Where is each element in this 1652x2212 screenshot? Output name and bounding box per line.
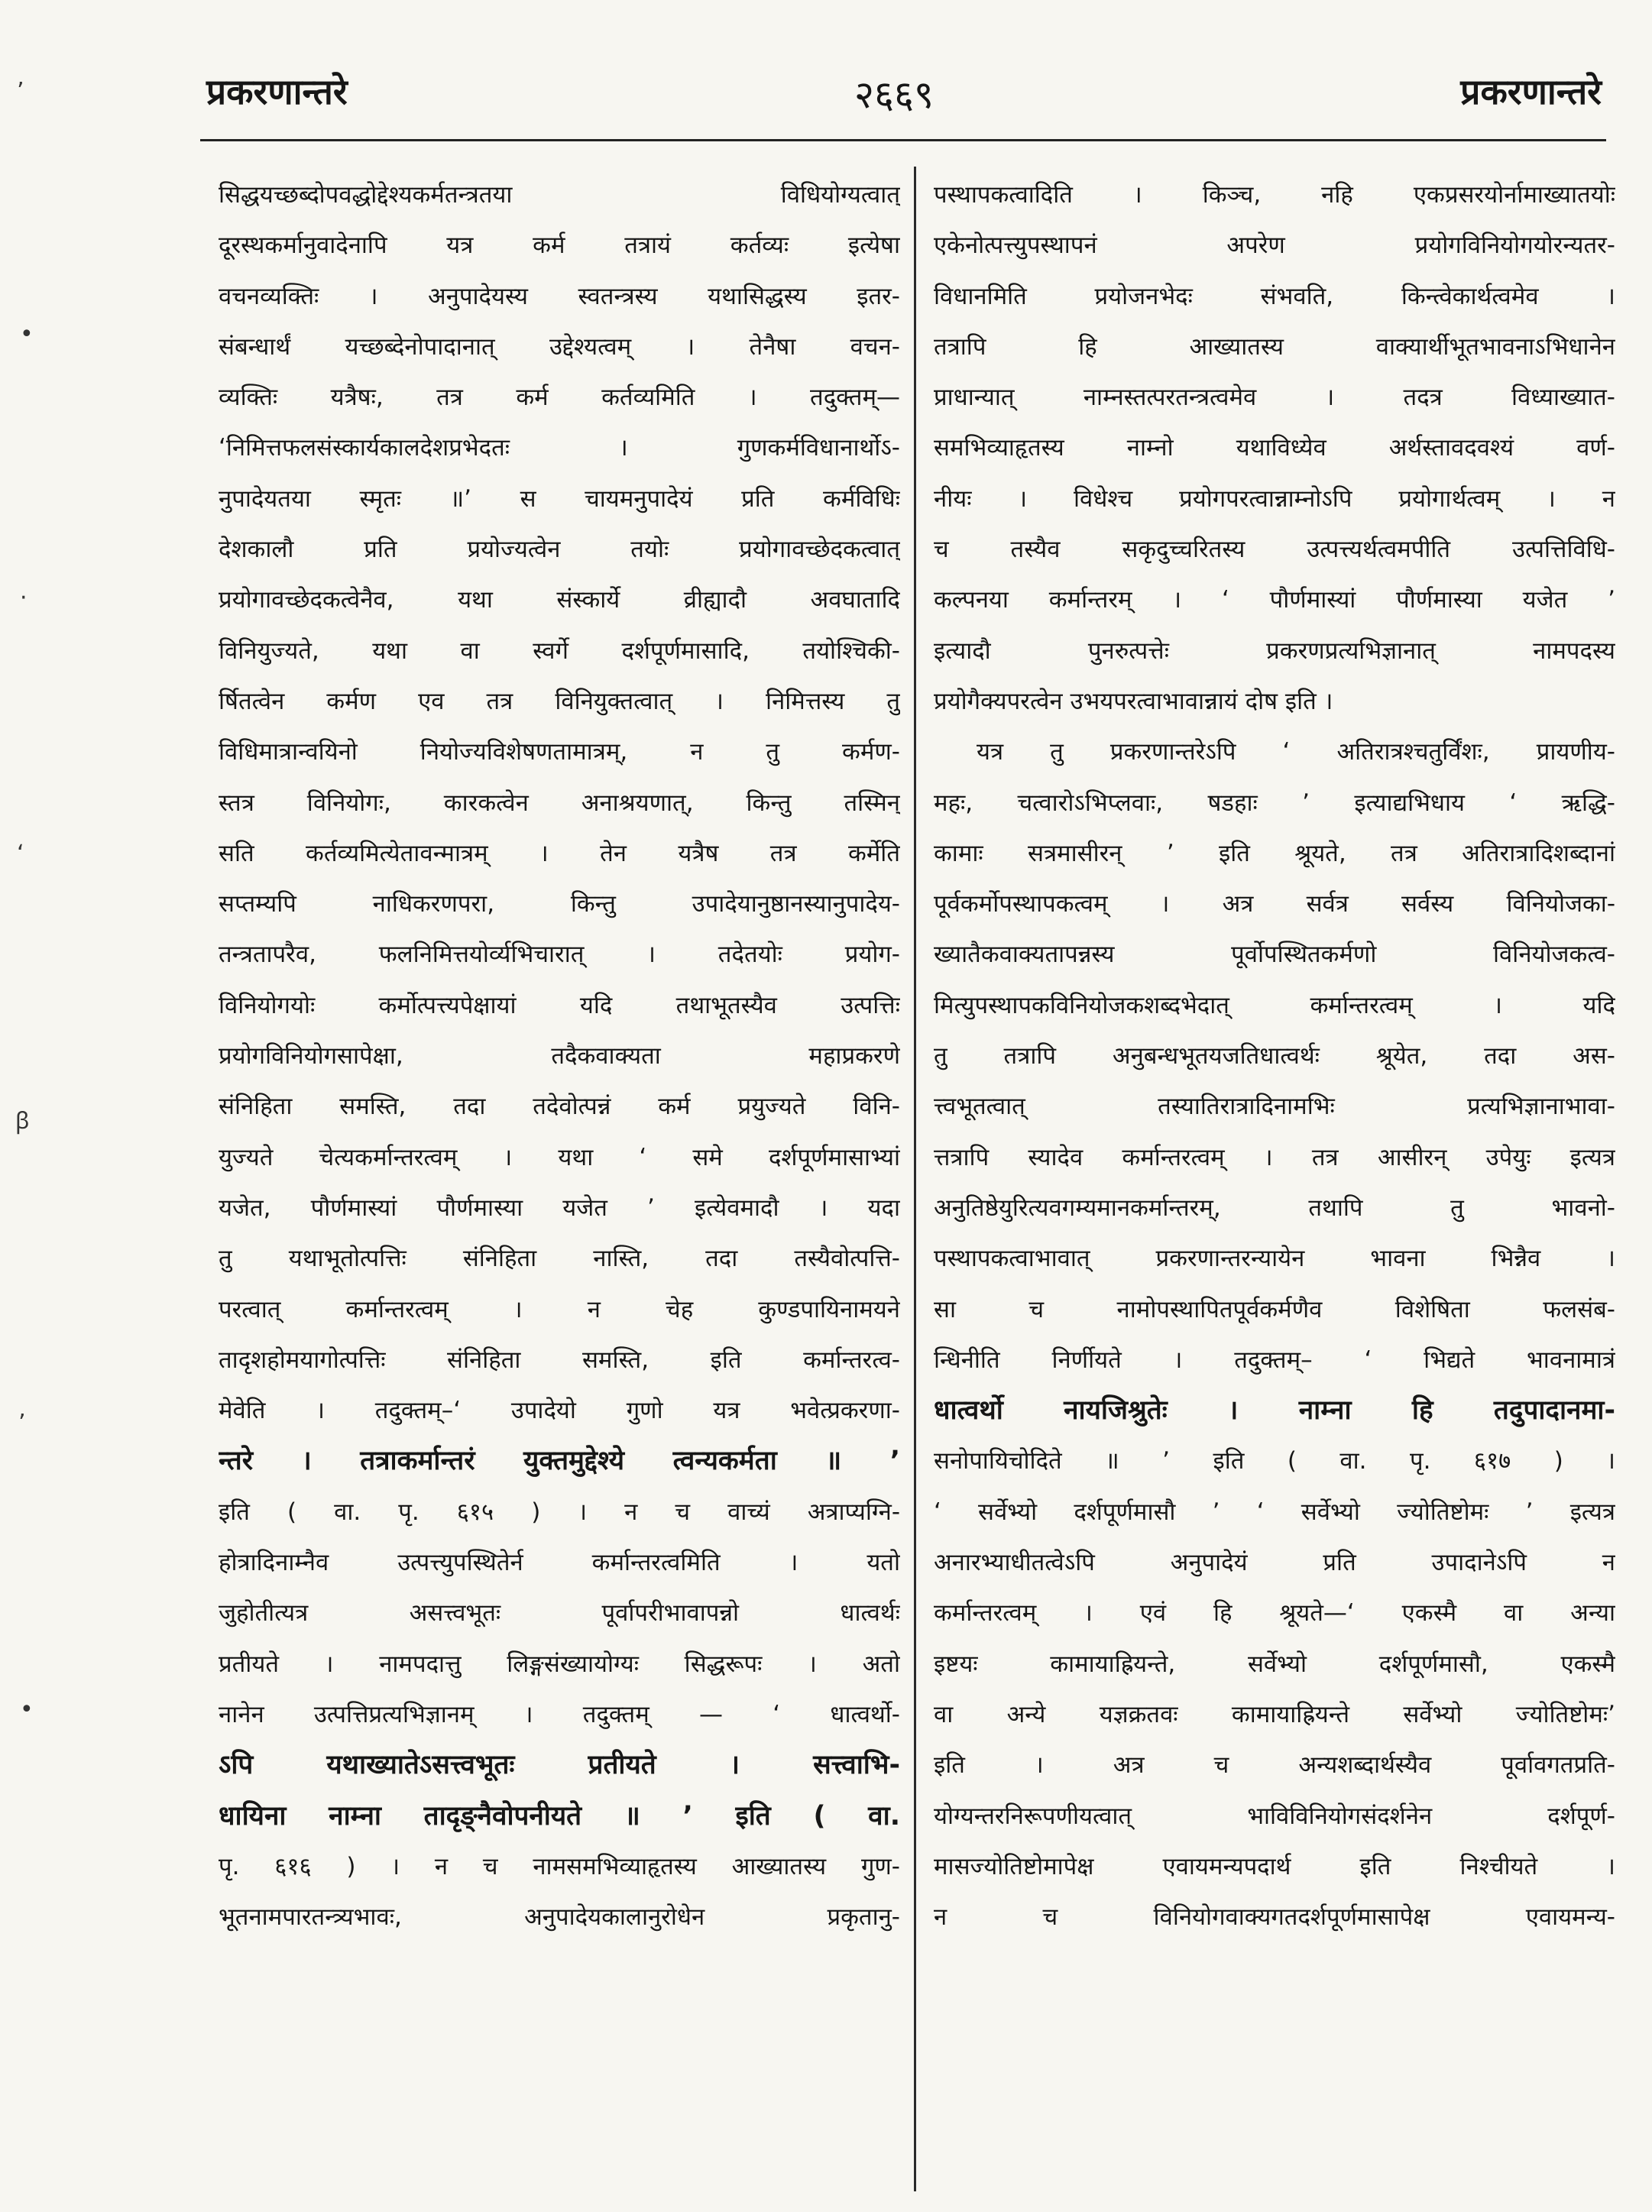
text-line: सिद्धयच्छब्दोपवद्धोद्देश्यकर्मतन्त्रतया विधियोग्यत्वात् — [219, 181, 900, 209]
margin-mark: • — [20, 321, 34, 348]
text-line: कल्पनया कर्मान्तरम् । ‘ पौर्णमास्यां पौर्णमास्या यजेत ’ — [934, 586, 1615, 614]
text-line: एकेनोत्पत्त्युपस्थापनं अपरेण प्रयोगविनियोगयोरन्यतर- — [934, 232, 1615, 260]
running-head-left: प्रकरणान्तरे — [206, 71, 348, 112]
text-line: नुपादेयतया स्मृतः ॥’ स चायमनुपादेयं प्रति कर्मविधिः — [219, 484, 900, 513]
text-line: सति कर्तव्यमित्येतावन्मात्रम् । तेन यत्रैष तत्र कर्मेति — [219, 839, 900, 867]
text-line: मासज्योतिष्टोमापेक्ष एवायमन्यपदार्थ इति निश्चीयते । — [934, 1852, 1615, 1880]
text-line: च तस्यैव सकृदुच्चरितस्य उत्पत्त्यर्थत्वमपीति उत्पत्तिविधि- — [934, 536, 1615, 564]
text-line: तु यथाभूतोत्पत्तिः संनिहिता नास्ति, तदा तस्यैवोत्पत्ति- — [219, 1245, 900, 1273]
text-line: तादृशहोमयागोत्पत्तिः संनिहिता समस्ति, इति कर्मान्तरत्व- — [219, 1346, 900, 1374]
text-line: न च विनियोगवाक्यगतदर्शपूर्णमासापेक्ष एवायमन्य- — [934, 1903, 1615, 1932]
text-line: समभिव्याहृतस्य नाम्नो यथाविध्येव अर्थस्तावदवश्यं वर्ण- — [934, 434, 1615, 462]
running-head-right: प्रकरणान्तरे — [1460, 71, 1602, 112]
text-line: भूतनामपारतन्त्र्यभावः, अनुपादेयकालानुरोधेन प्रकृतानु- — [219, 1903, 900, 1932]
text-line: यजेत, पौर्णमास्यां पौर्णमास्या यजेत ’ इत्येवमादौ । यदा — [219, 1193, 900, 1222]
margin-mark: ʻ — [17, 840, 24, 867]
margin-mark: · — [20, 585, 28, 611]
text-line: धात्वर्थो नायजिश्रुतेः । नाम्ना हि तदुपादानमा- — [934, 1395, 1615, 1427]
paragraph-start-line: यत्र तु प्रकरणान्तरेऽपि ‘ अतिरात्रश्चतुर्विंशः, प्रायणीय- — [977, 738, 1615, 766]
text-line: न्तरे । तत्राकर्मान्तरं युक्तमुद्देश्ये त्वन्यकर्मता ॥ ’ — [219, 1446, 900, 1477]
text-line: देशकालौ प्रति प्रयोज्यत्वेन तयोः प्रयोगावच्छेदकत्वात् — [219, 536, 900, 564]
text-line: प्रतीयते । नामपदात्तु लिङ्गसंख्यायोग्यः सिद्धरूपः । अतो — [219, 1650, 900, 1678]
text-line: नानेन उत्पत्तिप्रत्यभिज्ञानम् । तदुक्तम् — ‘ धात्वर्थो- — [219, 1700, 900, 1728]
text-line: तु तत्रापि अनुबन्धभूतयजतिधात्वर्थः श्रूयेत, तदा अस- — [934, 1042, 1615, 1070]
text-line: व्यक्तिः यत्रैषः, तत्र कर्म कर्तव्यमिति । तदुक्तम्— — [219, 384, 900, 412]
text-line: इत्यादौ पुनरुत्पत्तेः प्रकरणप्रत्यभिज्ञानात् नामपदस्य — [934, 636, 1615, 665]
text-line: वचनव्यक्तिः । अनुपादेयस्य स्वतन्त्रस्य यथासिद्धस्य इतर- — [219, 282, 900, 310]
text-line: ख्यातैकवाक्यतापन्नस्य पूर्वोपस्थितकर्मणो विनियोजकत्व- — [934, 941, 1615, 969]
text-line: पूर्वकर्मोपस्थापकत्वम् । अत्र सर्वत्र सर्वस्य विनियोजका- — [934, 890, 1615, 918]
header-rule — [200, 139, 1606, 141]
text-line: होत्रादिनाम्नैव उत्पत्त्युपस्थितेर्न कर्मान्तरत्वमिति । यतो — [219, 1549, 900, 1577]
text-line: योग्यन्तरनिरूपणीयत्वात् भाविविनियोगसंदर्शनेन दर्शपूर्ण- — [934, 1802, 1615, 1830]
margin-mark: • — [20, 1696, 34, 1723]
text-line: युज्यते चेत्यकर्मान्तरत्वम् । यथा ‘ समे दर्शपूर्णमासाभ्यां — [219, 1143, 900, 1171]
text-line: कर्मान्तरत्वम् । एवं हि श्रूयते—‘ एकस्मै वा अन्या — [934, 1599, 1615, 1627]
text-line: प्राधान्यात् नाम्नस्तत्परतन्त्रत्वमेव । तदत्र विध्याख्यात- — [934, 384, 1615, 412]
text-line: तन्त्रतापरैव, फलनिमित्तयोर्व्यभिचारात् । तदेतयोः प्रयोग- — [219, 941, 900, 969]
text-line: इति । अत्र च अन्यशब्दार्थस्यैव पूर्वावगतप्रति- — [934, 1751, 1615, 1780]
text-line: विधिमात्रान्वयिनो नियोज्यविशेषणतामात्रम्, न तु कर्मण- — [219, 738, 900, 766]
text-line: सप्तम्यपि नाधिकरणपरा, किन्तु उपादेयानुष्ठानस्यानुपादेय- — [219, 890, 900, 918]
text-line: सा च नामोपस्थापितपूर्वकर्मणैव विशेषिता फलसंब- — [934, 1295, 1615, 1323]
text-line: प्रयोगैक्यपरत्वेन उभयपरत्वाभावान्नायं दोष इति । — [934, 687, 1333, 715]
text-line: कामाः सत्रमासीरन् ’ इति श्रूयते, तत्र अतिरात्रादिशब्दानां — [934, 839, 1615, 867]
text-line: मेवेति । तदुक्तम्–‘ उपादेयो गुणो यत्र भवेत्प्रकरणा- — [219, 1397, 900, 1425]
text-line: मित्युपस्थापकविनियोजकशब्दभेदात् कर्मान्तरत्वम् । यदि — [934, 991, 1615, 1019]
text-line: ऽपि यथाख्यातेऽसत्त्वभूतः प्रतीयते । सत्त्वाभि- — [219, 1750, 900, 1781]
text-line: नीयः । विधेश्च प्रयोगपरत्वान्नाम्नोऽपि प्रयोगार्थत्वम् । न — [934, 484, 1615, 513]
text-line: अनारभ्याधीतत्वेऽपि अनुपादेयं प्रति उपादानेऽपि न — [934, 1549, 1615, 1577]
text-line: जुहोतीत्यत्र असत्त्वभूतः पूर्वापरीभावापन्नो धात्वर्थः — [219, 1599, 900, 1627]
column-divider — [914, 167, 916, 2191]
right-column — [934, 170, 1615, 1942]
text-line: महः, चत्वारोऽभिप्लवाः, षडहाः ’ इत्याद्यभिधाय ‘ ऋद्धि- — [934, 789, 1615, 817]
text-line: संनिहिता समस्ति, तदा तदेवोत्पन्नं कर्म प्रयुज्यते विनि- — [219, 1093, 900, 1121]
left-column — [219, 170, 900, 1942]
text-line: सनोपायिचोदिते ॥ ’ इति ( वा. पृ. ६१७ ) । — [934, 1447, 1615, 1475]
text-line: तत्रापि हि आख्यातस्य वाक्यार्थीभूतभावनाऽभिधानेन — [934, 332, 1615, 361]
text-line: परत्वात् कर्मान्तरत्वम् । न चेह कुण्डपायिनामयने — [219, 1295, 900, 1323]
text-line: अनुतिष्ठेयुरित्यवगम्यमानकर्मान्तरम्, तथापि तु भावनो- — [934, 1193, 1615, 1222]
text-line: त्तत्रापि स्यादेव कर्मान्तरत्वम् । तत्र आसीरन् उपेयुः इत्यत्र — [934, 1143, 1615, 1171]
text-line: त्त्वभूतत्वात् तस्यातिरात्रादिनामभिः प्रत्यभिज्ञानाभावा- — [934, 1093, 1615, 1121]
margin-mark: ꞵ — [15, 1108, 30, 1135]
text-line: विनियोगयोः कर्मोत्पत्त्यपेक्षायां यदि तथाभूतस्यैव उत्पत्तिः — [219, 991, 900, 1019]
text-line: विधानमिति प्रयोजनभेदः संभवति, किन्त्वेकार्थत्वमेव । — [934, 282, 1615, 310]
text-line: इष्टयः कामायाह्रियन्ते, सर्वेभ्यो दर्शपूर्णमासौ, एकस्मै — [934, 1650, 1615, 1678]
text-line: दूरस्थकर्मानुवादेनापि यत्र कर्म तत्रायं कर्तव्यः इत्येषा — [219, 232, 900, 260]
text-line: धायिना नाम्ना तादृङ्नैवोपनीयते ॥ ’ इति ( वा. — [219, 1800, 900, 1831]
text-line: इति ( वा. पृ. ६१५ ) । न च वाच्यं अत्राप्यग्नि- — [219, 1498, 900, 1526]
text-line: पृ. ६१६ ) । न च नामसमभिव्याहृतस्य आख्यातस्य गुण- — [219, 1852, 900, 1880]
margin-mark: ʼ — [18, 1410, 26, 1436]
margin-mark: ʼ — [17, 78, 24, 105]
text-line: न्धिनीति निर्णीयते । तदुक्तम्– ‘ भिद्यते भावनामात्रं — [934, 1346, 1615, 1374]
page-number: २६६९ — [854, 73, 934, 117]
text-line: स्तत्र विनियोगः, कारकत्वेन अनाश्रयणात्, किन्तु तस्मिन् — [219, 789, 900, 817]
text-line: पस्थापकत्वादिति । किञ्च, नहि एकप्रसरयोर्नामाख्यातयोः — [934, 181, 1615, 209]
text-line: ‘ सर्वेभ्यो दर्शपूर्णमासौ ’ ‘ सर्वेभ्यो ज्योतिष्टोमः ’ इत्यत्र — [934, 1498, 1615, 1526]
text-line: संबन्धार्थं यच्छब्देनोपादानात् उद्देश्यत्वम् । तेनैषा वचन- — [219, 332, 900, 361]
text-line: प्रयोगावच्छेदकत्वेनैव, यथा संस्कार्ये व्रीह्यादौ अवघातादि — [219, 586, 900, 614]
text-line: पस्थापकत्वाभावात् प्रकरणान्तरन्यायेन भावना भिन्नैव । — [934, 1245, 1615, 1273]
text-line: ‘निमित्तफलसंस्कार्यकालदेशप्रभेदतः । गुणकर्मविधानार्थोऽ- — [219, 434, 900, 462]
text-line: र्षितत्वेन कर्मण एव तत्र विनियुक्तत्वात् । निमित्तस्य तु — [219, 687, 900, 715]
text-line: वा अन्ये यज्ञक्रतवः कामायाह्रियन्ते सर्वेभ्यो ज्योतिष्टोमः’ — [934, 1700, 1615, 1728]
text-line: प्रयोगविनियोगसापेक्षा, तदैकवाक्यता महाप्रकरणे — [219, 1042, 900, 1070]
text-line: विनियुज्यते, यथा वा स्वर्गे दर्शपूर्णमासादि, तयोश्चिकी- — [219, 636, 900, 665]
